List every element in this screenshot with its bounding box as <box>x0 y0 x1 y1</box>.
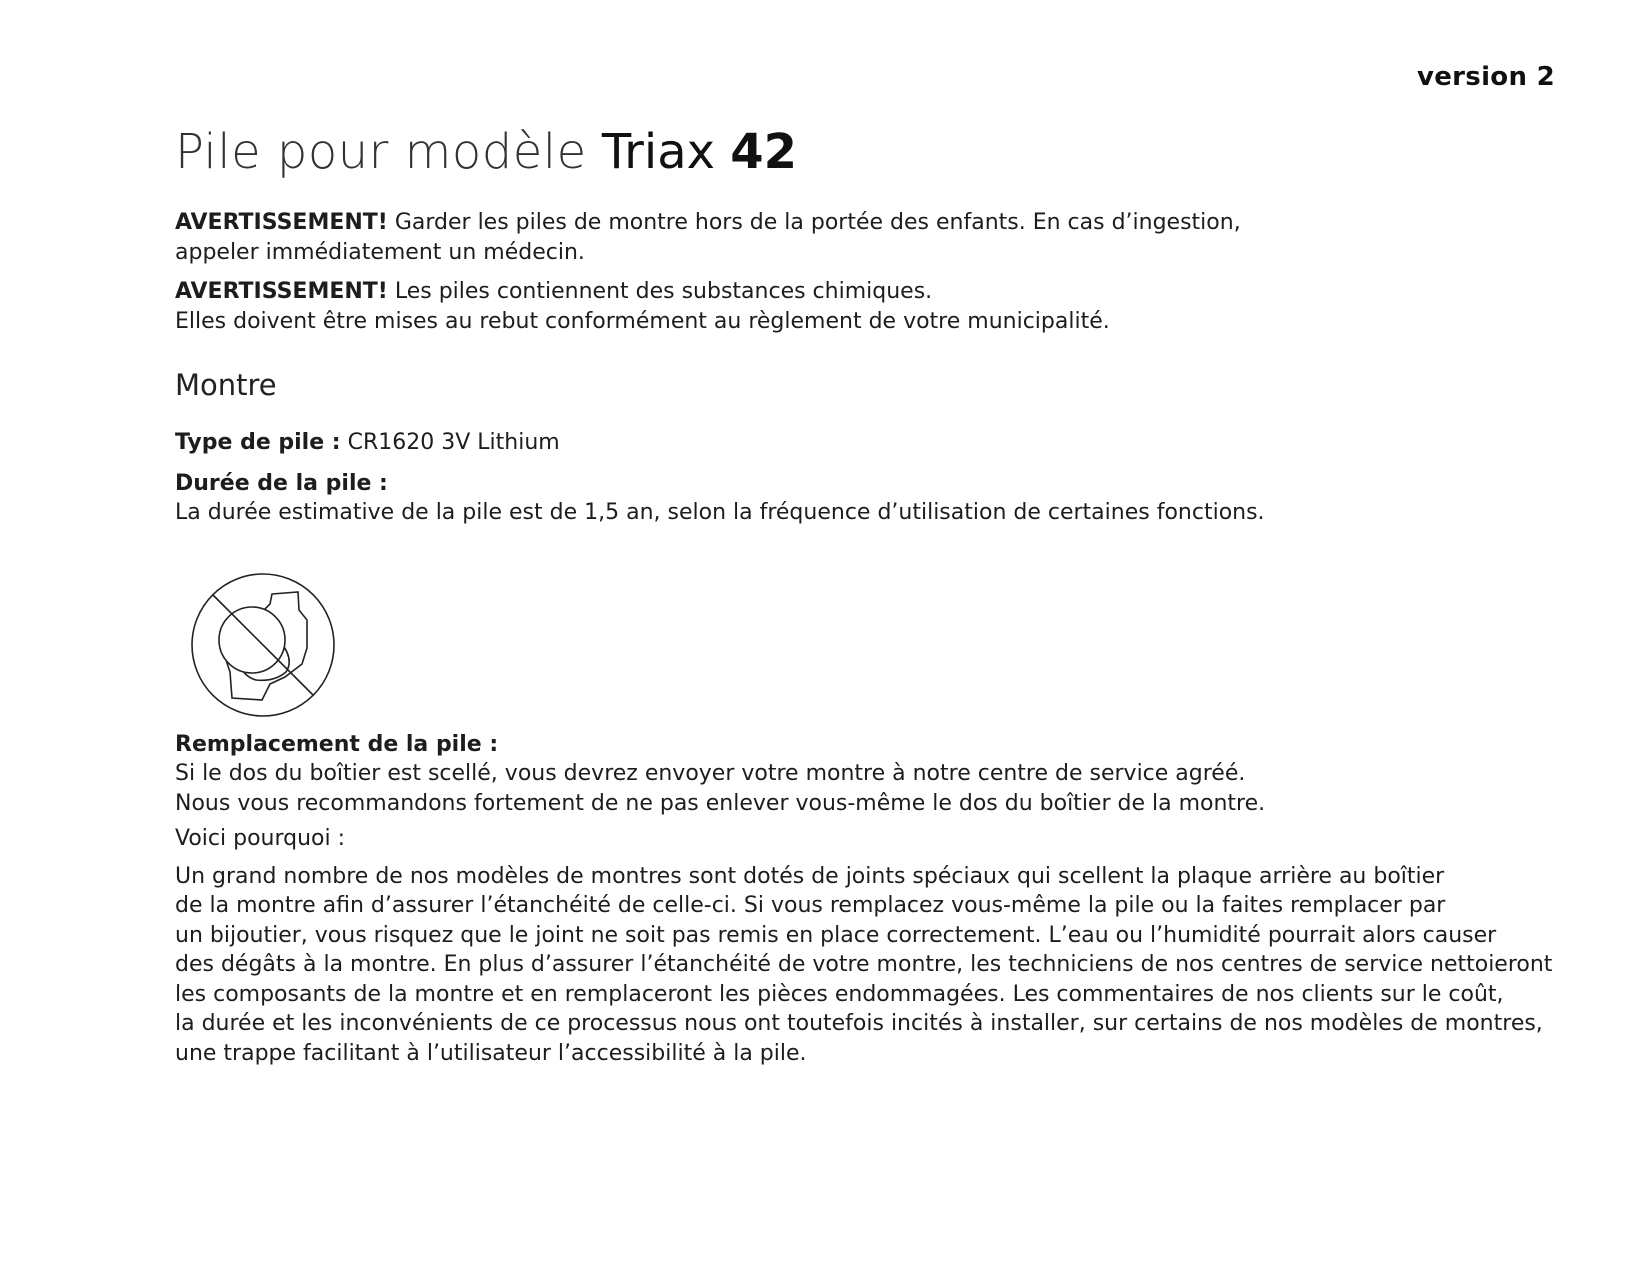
explanation-line: la durée et les inconvénients de ce processus nous ont toutefois incités à installer, sur certains de nos modèles de montres, <box>175 1011 1543 1037</box>
section-title: Montre <box>175 368 277 402</box>
explanation-line: les composants de la montre et en remplaceront les pièces endommagées. Les commentaires de nos clients sur le coût, <box>175 981 1504 1007</box>
explanation-line: une trappe facilitant à l’utilisateur l’accessibilité à la pile. <box>175 1040 807 1066</box>
explanation-line: Un grand nombre de nos modèles de montres sont dotés de joints spéciaux qui scellent la plaque arrière au boîtier <box>175 863 1445 889</box>
replacement-line: Si le dos du boîtier est scellé, vous devrez envoyer votre montre à notre centre de service agréé. <box>175 761 1246 787</box>
warning-2-line1: Les piles contiennent des substances chimiques. <box>387 279 933 304</box>
explanation-line: de la montre afin d’assurer l’étanchéité de celle-ci. Si vous remplacez vous-même la pile ou la faites remplacer par <box>175 893 1446 919</box>
version-label: version 2 <box>1416 62 1555 92</box>
page-title <box>175 120 1575 184</box>
warning-1-line2: appeler immédiatement un médecin. <box>175 239 585 265</box>
battery-life-label: Durée de la pile : <box>175 470 388 496</box>
title-number: 42 <box>730 124 798 180</box>
replacement-line: Nous vous recommandons fortement de ne pas enlever vous-même le dos du boîtier de la montre. <box>175 790 1266 816</box>
warning-2-label: AVERTISSEMENT! <box>175 279 388 304</box>
why-label: Voici pourquoi : <box>175 826 346 852</box>
replacement-label: Remplacement de la pile : <box>175 731 499 757</box>
battery-type-value: CR1620 3V Lithium <box>340 430 560 456</box>
title-prefix: Pile pour modèle <box>175 124 587 180</box>
warning-1-line1: Garder les piles de montre hors de la portée des enfants. En cas d’ingestion, <box>387 210 1241 235</box>
explanation-line: un bijoutier, vous risquez que le joint ne soit pas remis en place correctement. L’eau ou l’humidité pourrait alors causer <box>175 922 1497 948</box>
battery-type <box>175 428 1575 458</box>
warning-2 <box>175 277 1575 336</box>
replacement-text <box>175 759 1575 818</box>
warning-2-line2: Elles doivent être mises au rebut conformément au règlement de votre municipalité. <box>175 308 1110 334</box>
battery-life-text: La durée estimative de la pile est de 1,5 an, selon la fréquence d’utilisation de certaines fonctions. <box>175 500 1265 526</box>
no-self-battery-replacement-icon <box>190 572 336 718</box>
explanation-text <box>175 862 1575 1069</box>
explanation-line: des dégâts à la montre. En plus d’assurer l’étanchéité de votre montre, les techniciens de nos centres de service nettoieront <box>175 952 1553 978</box>
battery-type-label: Type de pile : <box>175 430 341 456</box>
warning-1 <box>175 208 1575 267</box>
title-model: Triax <box>601 124 716 180</box>
warning-1-label: AVERTISSEMENT! <box>175 210 388 235</box>
document-content <box>175 120 1575 1068</box>
